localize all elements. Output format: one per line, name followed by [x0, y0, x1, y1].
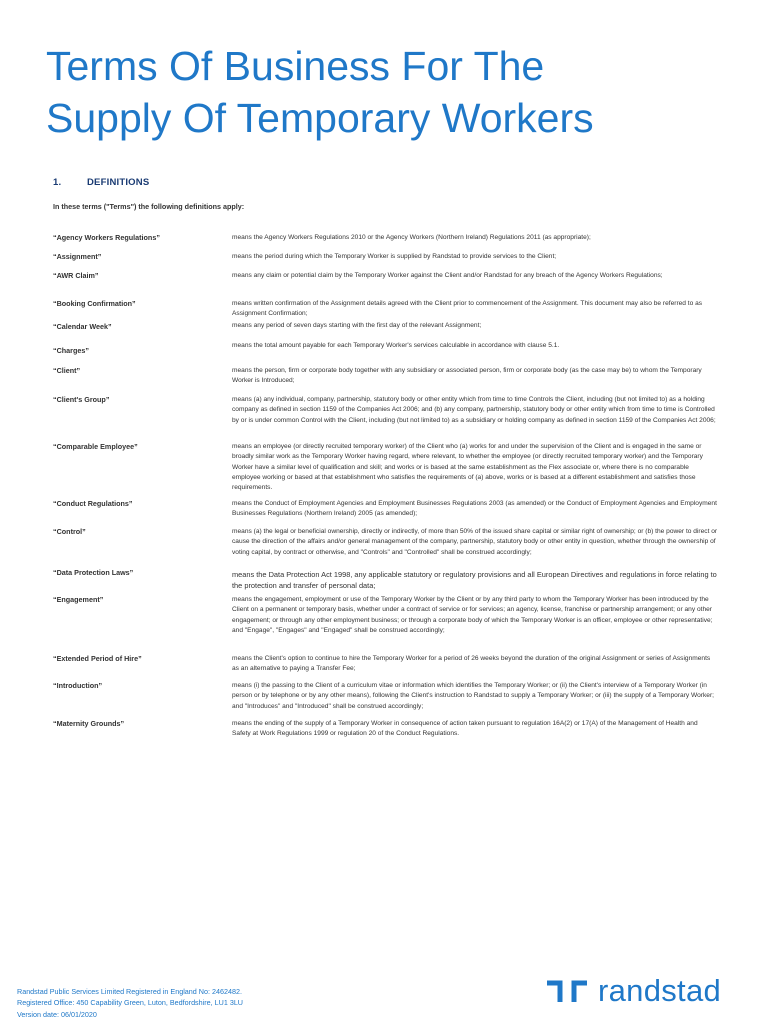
footer [17, 986, 243, 1020]
definition-text: means written confirmation of the Assignment details agreed with the Client prior to commencement of the Assignment. This document may also be referred to as Assignment Confirmation; [232, 300, 703, 318]
document-title-line-1: Terms Of Business For The [46, 43, 545, 89]
definition-term: “Agency Workers Regulations” [53, 233, 160, 242]
definition-term: “AWR Claim” [53, 271, 99, 280]
definition-text: means any period of seven days starting with the first day of the relevant Assignment; [232, 322, 482, 329]
definition-term: “Client” [53, 366, 81, 375]
definition-term: “Assignment” [53, 252, 102, 261]
definitions-intro: In these terms ("Terms") the following definitions apply: [53, 202, 245, 211]
definition-text: means the engagement, employment or use of the Temporary Worker by the Client or by any third party to whom the Temporary Worker has been introduced by the Client on a permanent or temporary basis, whether under a contract of service or for services; an agency, license, franchise or partnership arrangement; or any other engagement; or through any other employment business; or through a corporate body of which the Temporary Worker is an officer, employee or other representative; and "Engage", "Engages" and "Engaged" shall be construed accordingly; [232, 596, 713, 634]
definition-term: “Booking Confirmation” [53, 299, 136, 308]
definition-text: means the ending of the supply of a Temporary Worker in consequence of action taken pursuant to regulation 16A(2) or 17(A) of the Management of Health and Safety at Work Regulations 1999 or regulation 20 of the Conduct Regulations. [232, 720, 698, 738]
randstad-logo-text: randstad [598, 973, 722, 1008]
definition-term: “Maternity Grounds” [53, 719, 125, 728]
definition-text: means the Client's option to continue to hire the Temporary Worker for a period of 26 weeks beyond the duration of the original Assignment or series of Assignments as an alternative to paying a Transfer Fee; [232, 655, 711, 673]
definition-text: means the total amount payable for each Temporary Worker's services calculable in accordance with clause 5.1. [232, 342, 560, 349]
definition-text: means the Data Protection Act 1998, any applicable statutory or regulatory provisions and all European Directives and regulations in force relating to the protection and transfer of personal data; [232, 570, 717, 590]
footer-version-date: Version date: 06/01/2020 [17, 1009, 97, 1019]
definition-term: “Comparable Employee” [53, 442, 138, 451]
randstad-logo-icon [546, 979, 588, 1003]
definition-term: “Client's Group” [53, 395, 110, 404]
definition-term: “Extended Period of Hire” [53, 654, 142, 663]
definition-term: “Calendar Week” [53, 322, 112, 331]
definition-term: “Engagement” [53, 595, 104, 604]
definition-text: means the period during which the Temporary Worker is supplied by Randstad to provide services to the Client; [232, 253, 557, 260]
definition-text: means an employee (or directly recruited temporary worker) of the Client who (a) works for and under the supervision of the Client and is engaged in the same or broadly similar work as the Temporary Worker having regard, where relevant, to whether the employee (or directly recruited temporary worker) and the Temporary Worker have a similar level of qualification and skill; and works or is based at the same establishment as the Flex associate or, where there is no comparable employee working or based at that establishment who satisfies the requirements of (a) above, works or is based at a different establishment and satisfies those requirements. [232, 443, 703, 492]
randstad-logo [546, 973, 721, 1009]
footer-company-registration: Randstad Public Services Limited Registered in England No: 2462482. [17, 987, 242, 996]
section-title: DEFINITIONS [87, 177, 150, 188]
definition-text: means (a) any individual, company, partnership, statutory body or other entity which from time to time Controls the Client, including (but not limited to) as a holding company as defined in section 1159 of the Companies Act 2006; and (b) any company, partnership, statutory body or other entity which from time to time is Controlled by or is under common Control with the Client, including (but not limited to) as a subsidiary or holding company as defined in section 1159 of the Companies Act 2006; [232, 396, 716, 424]
definition-term: “Control” [53, 527, 86, 536]
definition-term: “Introduction” [53, 681, 103, 690]
definition-text: means the Agency Workers Regulations 2010 or the Agency Workers (Northern Ireland) Regulations 2011 (as appropriate); [232, 234, 591, 241]
definition-term: “Conduct Regulations” [53, 499, 133, 508]
document-title [46, 40, 746, 144]
definition-text: means (i) the passing to the Client of a curriculum vitae or information which identifies the Temporary Worker; or (ii) the Client's interview of a Temporary Worker (in person or by telephone or by any other means), following the Client's instruction to Randstad to supply a Temporary Worker; or (iii) the supply of a Temporary Worker; and "Introduces" and "Introduced" shall be construed accordingly; [232, 682, 714, 710]
definition-text: means any claim or potential claim by the Temporary Worker against the Client and/or Randstad for any breach of the Agency Workers Regulations; [232, 272, 663, 279]
definition-text: means the Conduct of Employment Agencies and Employment Businesses Regulations 2003 (as amended) or the Conduct of Employment Agencies and Employment Businesses Regulations (Northern Ireland) 2005 (as amended); [232, 500, 717, 518]
section-number: 1. [53, 177, 62, 188]
definition-term: “Charges” [53, 346, 89, 355]
definition-term: “Data Protection Laws” [53, 568, 134, 577]
definition-text: means (a) the legal or beneficial ownership, directly or indirectly, of more than 50% of the issued share capital or similar right of ownership; or (b) the power to direct or cause the direction of the affairs and/or general management of the company, partnership, statutory body or other entity in question, whether through the ownership of voting capital, by contract or otherwise, and "Controls" and "Controlled" shall be construed accordingly; [232, 528, 718, 556]
definition-text: means the person, firm or corporate body together with any subsidiary or associated person, firm or corporate body (as the case may be) to whom the Temporary Worker is Introduced; [232, 367, 702, 385]
document-title-line-2: Supply Of Temporary Workers [46, 95, 594, 141]
section-heading [53, 177, 149, 188]
footer-registered-office: Registered Office: 450 Capability Green, Luton, Bedfordshire, LU1 3LU [17, 998, 244, 1008]
